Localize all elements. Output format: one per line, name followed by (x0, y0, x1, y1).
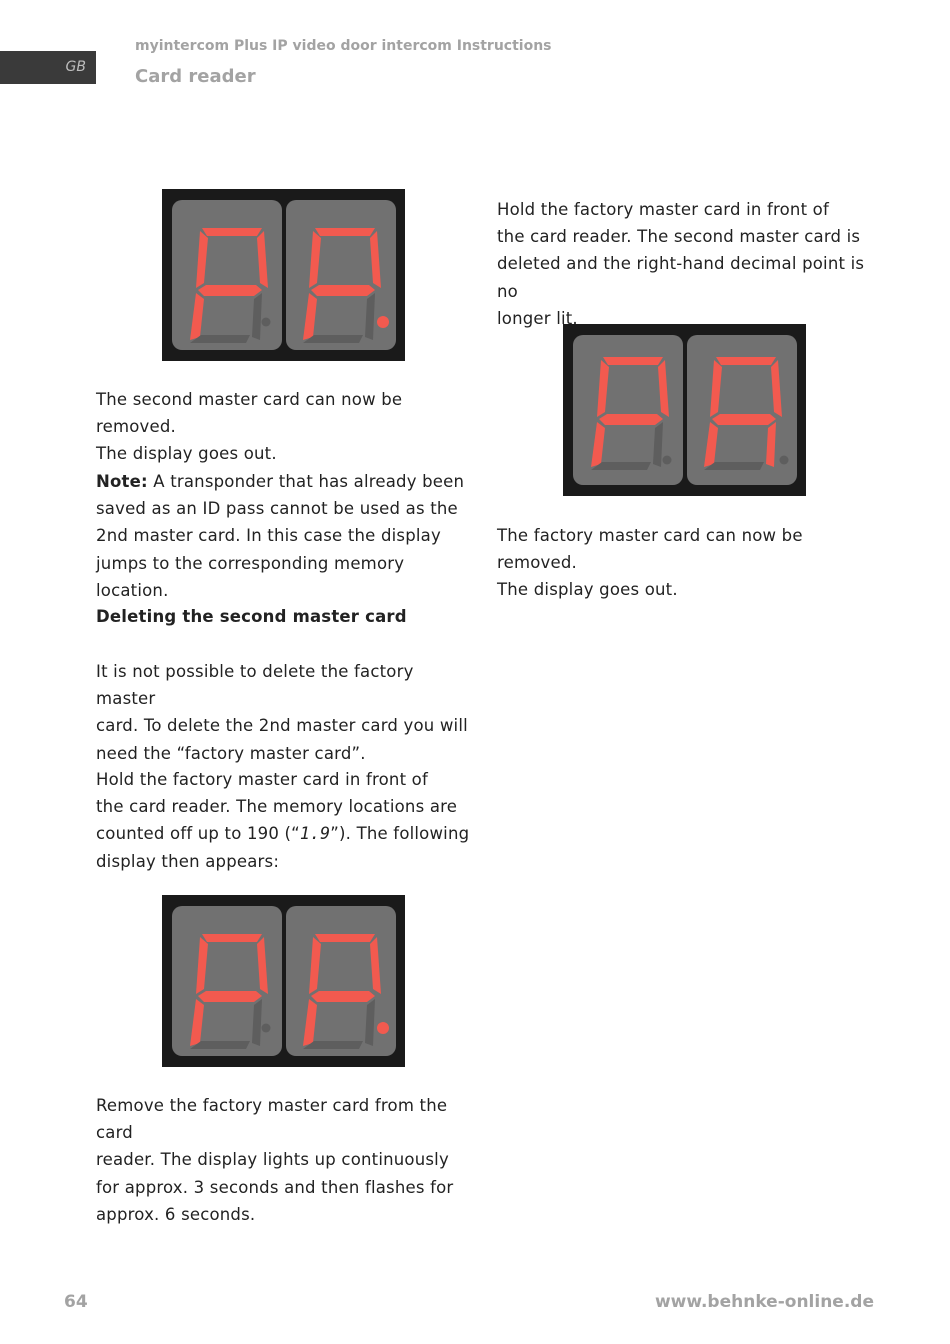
text-line: Hold the factory master card in front of (96, 770, 428, 789)
text-line: Hold the factory master card in front of (497, 200, 829, 219)
text-line: display then appears: (96, 851, 280, 871)
paragraph-removed (96, 386, 476, 468)
text-line: approx. 6 seconds. (96, 1204, 256, 1224)
text-line: deleted and the right-hand decimal point is no (497, 254, 865, 301)
seven-segment-display-image (162, 189, 405, 361)
text-line: the card reader. The memory locations are (96, 797, 458, 817)
page-number: 64 (64, 1292, 88, 1312)
paragraph-remove-card (96, 1092, 476, 1228)
text-line: need the “factory master card”. (96, 743, 366, 763)
paragraph-hold-factory-card (497, 196, 887, 332)
text-line: The factory master card can now be removed. (497, 526, 803, 573)
text-line: for approx. 3 seconds and then flashes for (96, 1177, 454, 1197)
section-heading: Deleting the second master card (96, 607, 407, 626)
text-line: counted off up to 190 (“ (96, 824, 300, 844)
paragraph-not-possible (96, 658, 476, 767)
text-line: A transponder that has already been (147, 472, 465, 491)
note-label: Note: (96, 472, 148, 491)
paragraph-factory-removed (497, 522, 887, 604)
text-line: It is not possible to delete the factory master (96, 662, 414, 709)
display-code: 1.9 (299, 824, 331, 844)
seven-segment-display-image (563, 324, 806, 496)
text-line: ”). The following (330, 824, 470, 844)
section-title: Card reader (135, 66, 256, 87)
text-line: The display goes out. (497, 580, 678, 600)
text-line: The second master card can now be removed. (96, 390, 403, 437)
text-line: Remove the factory master card from the card (96, 1096, 448, 1143)
paragraph-hold-card (96, 766, 476, 875)
website-url: www.behnke-online.de (654, 1292, 874, 1312)
text-line: card. To delete the 2nd master card you will (96, 716, 468, 736)
text-line: longer lit. (497, 308, 578, 328)
language-tab: GB (0, 51, 96, 84)
note-paragraph (96, 468, 476, 604)
text-line: The display goes out. (96, 444, 277, 464)
document-title: myintercom Plus IP video door intercom Instructions (135, 38, 552, 54)
text-line: saved as an ID pass cannot be used as the (96, 499, 458, 519)
text-line: reader. The display lights up continuously (96, 1150, 449, 1170)
text-line: 2nd master card. In this case the display (96, 526, 441, 546)
text-line: jumps to the corresponding memory location. (96, 553, 405, 600)
seven-segment-display-image (162, 895, 405, 1067)
text-line: the card reader. The second master card is (497, 227, 861, 247)
